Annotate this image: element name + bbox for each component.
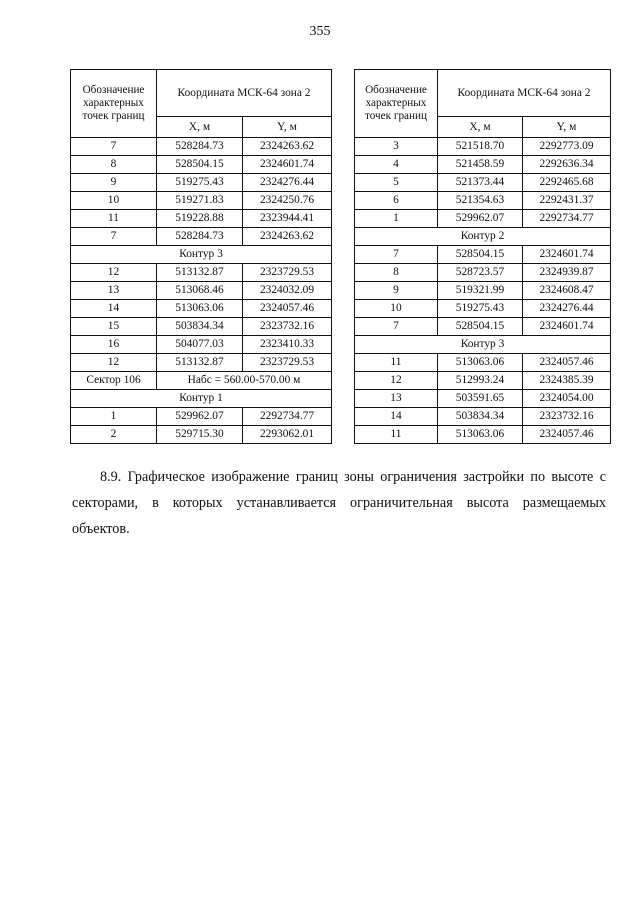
y-coordinate-cell: 2292465.68 bbox=[523, 174, 611, 192]
table-row bbox=[355, 138, 611, 156]
point-number-cell: 12 bbox=[71, 264, 157, 282]
y-coordinate-cell: 2323732.16 bbox=[523, 408, 611, 426]
point-number-cell: 12 bbox=[355, 372, 438, 390]
x-column-header: X, м bbox=[438, 117, 523, 138]
table-row bbox=[355, 210, 611, 228]
y-coordinate-cell: 2323732.16 bbox=[243, 318, 332, 336]
point-designation-header: Обозначение характерных точек границ bbox=[71, 70, 157, 138]
table-row bbox=[71, 138, 332, 156]
table-row bbox=[355, 174, 611, 192]
table-row bbox=[71, 192, 332, 210]
x-coordinate-cell: 519275.43 bbox=[157, 174, 243, 192]
y-coordinate-cell: 2292636.34 bbox=[523, 156, 611, 174]
point-number-cell: 13 bbox=[355, 390, 438, 408]
x-coordinate-cell: 503591.65 bbox=[438, 390, 523, 408]
sector-row bbox=[71, 372, 332, 390]
x-coordinate-cell: 521518.70 bbox=[438, 138, 523, 156]
coordinates-table-left bbox=[70, 69, 332, 444]
coordinate-system-header: Координата МСК-64 зона 2 bbox=[438, 70, 611, 117]
x-coordinate-cell: 521458.59 bbox=[438, 156, 523, 174]
point-number-cell: 7 bbox=[71, 228, 157, 246]
point-number-cell: 7 bbox=[355, 246, 438, 264]
point-number-cell: 7 bbox=[71, 138, 157, 156]
table-row bbox=[71, 156, 332, 174]
point-number-cell: 5 bbox=[355, 174, 438, 192]
point-number-cell: 13 bbox=[71, 282, 157, 300]
x-coordinate-cell: 529962.07 bbox=[157, 408, 243, 426]
contour-heading-row bbox=[71, 246, 332, 264]
page-number: 355 bbox=[309, 24, 331, 39]
coordinates-table-right bbox=[354, 69, 611, 444]
y-coordinate-cell: 2324601.74 bbox=[523, 246, 611, 264]
point-number-cell: 1 bbox=[355, 210, 438, 228]
y-coordinate-cell: 2324250.76 bbox=[243, 192, 332, 210]
point-number-cell: 14 bbox=[71, 300, 157, 318]
y-coordinate-cell: 2292734.77 bbox=[243, 408, 332, 426]
table-row bbox=[355, 192, 611, 210]
x-coordinate-cell: 528284.73 bbox=[157, 138, 243, 156]
y-coordinate-cell: 2324032.09 bbox=[243, 282, 332, 300]
table-row bbox=[355, 300, 611, 318]
table-row bbox=[355, 390, 611, 408]
point-number-cell: 11 bbox=[355, 426, 438, 444]
x-coordinate-cell: 519228.88 bbox=[157, 210, 243, 228]
y-coordinate-cell: 2323729.53 bbox=[243, 354, 332, 372]
y-coordinate-cell: 2292773.09 bbox=[523, 138, 611, 156]
table-row bbox=[71, 174, 332, 192]
x-coordinate-cell: 528723.57 bbox=[438, 264, 523, 282]
x-coordinate-cell: 521354.63 bbox=[438, 192, 523, 210]
table-row bbox=[355, 408, 611, 426]
contour-heading-row bbox=[355, 228, 611, 246]
table-row bbox=[71, 300, 332, 318]
y-coordinate-cell: 2323944.41 bbox=[243, 210, 332, 228]
point-number-cell: 2 bbox=[71, 426, 157, 444]
table-row bbox=[355, 318, 611, 336]
x-coordinate-cell: 503834.34 bbox=[157, 318, 243, 336]
paragraph-line: 8.9. Графическое изображение границ зоны ограничения застройки по высоте с bbox=[100, 469, 606, 485]
table-row bbox=[355, 156, 611, 174]
point-number-cell: 14 bbox=[355, 408, 438, 426]
point-number-cell: 1 bbox=[71, 408, 157, 426]
contour-label: Контур 3 bbox=[71, 246, 332, 264]
sector-label: Сектор 106 bbox=[71, 372, 157, 390]
y-coordinate-cell: 2324385.39 bbox=[523, 372, 611, 390]
point-number-cell: 8 bbox=[355, 264, 438, 282]
x-coordinate-cell: 503834.34 bbox=[438, 408, 523, 426]
y-coordinate-cell: 2324057.46 bbox=[523, 354, 611, 372]
table-row bbox=[71, 354, 332, 372]
table-row bbox=[71, 282, 332, 300]
x-coordinate-cell: 519275.43 bbox=[438, 300, 523, 318]
y-coordinate-cell: 2324054.00 bbox=[523, 390, 611, 408]
point-number-cell: 12 bbox=[71, 354, 157, 372]
point-number-cell: 6 bbox=[355, 192, 438, 210]
y-coordinate-cell: 2324263.62 bbox=[243, 228, 332, 246]
x-coordinate-cell: 513068.46 bbox=[157, 282, 243, 300]
contour-heading-row bbox=[355, 336, 611, 354]
y-coordinate-cell: 2324601.74 bbox=[523, 318, 611, 336]
x-coordinate-cell: 528504.15 bbox=[438, 246, 523, 264]
table-body bbox=[355, 138, 611, 444]
x-coordinate-cell: 529715.30 bbox=[157, 426, 243, 444]
point-designation-header: Обозначение характерных точек границ bbox=[355, 70, 438, 138]
x-coordinate-cell: 504077.03 bbox=[157, 336, 243, 354]
point-number-cell: 11 bbox=[355, 354, 438, 372]
table-row bbox=[71, 264, 332, 282]
point-number-cell: 10 bbox=[355, 300, 438, 318]
point-number-cell: 9 bbox=[355, 282, 438, 300]
table-row bbox=[71, 336, 332, 354]
table-row bbox=[71, 426, 332, 444]
y-coordinate-cell: 2324276.44 bbox=[243, 174, 332, 192]
y-coordinate-cell: 2324263.62 bbox=[243, 138, 332, 156]
x-coordinate-cell: 528284.73 bbox=[157, 228, 243, 246]
point-number-cell: 4 bbox=[355, 156, 438, 174]
y-coordinate-cell: 2324276.44 bbox=[523, 300, 611, 318]
y-coordinate-cell: 2292431.37 bbox=[523, 192, 611, 210]
point-number-cell: 15 bbox=[71, 318, 157, 336]
point-number-cell: 16 bbox=[71, 336, 157, 354]
table-row bbox=[355, 246, 611, 264]
x-coordinate-cell: 513063.06 bbox=[438, 354, 523, 372]
table-row bbox=[71, 318, 332, 336]
contour-label: Контур 3 bbox=[355, 336, 611, 354]
point-number-cell: 3 bbox=[355, 138, 438, 156]
x-coordinate-cell: 528504.15 bbox=[438, 318, 523, 336]
paragraph-line: объектов. bbox=[72, 521, 130, 537]
paragraph-line: секторами, в которых устанавливается ограничительная высота размещаемых bbox=[72, 495, 606, 511]
table-row bbox=[71, 210, 332, 228]
coordinate-system-header: Координата МСК-64 зона 2 bbox=[157, 70, 332, 117]
table-row bbox=[71, 408, 332, 426]
x-coordinate-cell: 521373.44 bbox=[438, 174, 523, 192]
table-row bbox=[355, 282, 611, 300]
y-coordinate-cell: 2293062.01 bbox=[243, 426, 332, 444]
contour-label: Контур 2 bbox=[355, 228, 611, 246]
table-row bbox=[71, 228, 332, 246]
table-row bbox=[355, 264, 611, 282]
x-coordinate-cell: 513063.06 bbox=[157, 300, 243, 318]
table-row bbox=[355, 354, 611, 372]
x-coordinate-cell: 512993.24 bbox=[438, 372, 523, 390]
point-number-cell: 9 bbox=[71, 174, 157, 192]
y-column-header: Y, м bbox=[243, 117, 332, 138]
section-paragraph bbox=[72, 464, 606, 542]
y-coordinate-cell: 2323729.53 bbox=[243, 264, 332, 282]
contour-label: Контур 1 bbox=[71, 390, 332, 408]
x-coordinate-cell: 513063.06 bbox=[438, 426, 523, 444]
x-coordinate-cell: 528504.15 bbox=[157, 156, 243, 174]
y-coordinate-cell: 2323410.33 bbox=[243, 336, 332, 354]
x-coordinate-cell: 519271.83 bbox=[157, 192, 243, 210]
y-coordinate-cell: 2324601.74 bbox=[243, 156, 332, 174]
x-coordinate-cell: 513132.87 bbox=[157, 354, 243, 372]
point-number-cell: 11 bbox=[71, 210, 157, 228]
y-coordinate-cell: 2324057.46 bbox=[523, 426, 611, 444]
y-coordinate-cell: 2292734.77 bbox=[523, 210, 611, 228]
x-coordinate-cell: 529962.07 bbox=[438, 210, 523, 228]
x-coordinate-cell: 519321.99 bbox=[438, 282, 523, 300]
y-coordinate-cell: 2324057.46 bbox=[243, 300, 332, 318]
y-coordinate-cell: 2324608.47 bbox=[523, 282, 611, 300]
point-number-cell: 10 bbox=[71, 192, 157, 210]
point-number-cell: 7 bbox=[355, 318, 438, 336]
sector-height-value: Набс = 560.00-570.00 м bbox=[157, 372, 332, 390]
x-column-header: X, м bbox=[157, 117, 243, 138]
x-coordinate-cell: 513132.87 bbox=[157, 264, 243, 282]
contour-heading-row bbox=[71, 390, 332, 408]
table-row bbox=[355, 426, 611, 444]
y-column-header: Y, м bbox=[523, 117, 611, 138]
y-coordinate-cell: 2324939.87 bbox=[523, 264, 611, 282]
table-row bbox=[355, 372, 611, 390]
point-number-cell: 8 bbox=[71, 156, 157, 174]
table-body bbox=[71, 138, 332, 444]
